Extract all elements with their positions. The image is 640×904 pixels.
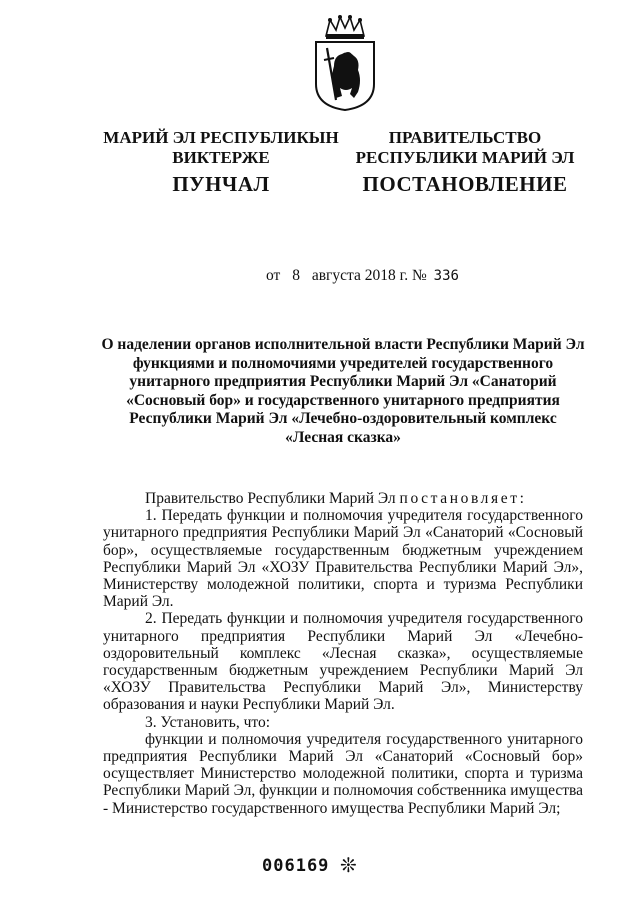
date-prefix: от	[266, 267, 281, 284]
number-sign: №	[411, 267, 427, 284]
body-paragraph-4: функции и полномочия учредителя государственного унитарного предприятия Республики Марий Эл «Санаторий «Сосновый бор» осуществляет Министерство молодежной политики, спорта и туризма Республики Марий Эл, функции и полномочия собственника имущества - Министерство государственного имущества Республики Марий Эл;	[103, 730, 583, 817]
coat-of-arms-emblem	[312, 14, 378, 112]
date-day: 8	[292, 267, 300, 284]
act-type-right: ПОСТАНОВЛЕНИЕ	[362, 172, 568, 196]
footer-mark-icon: ❊	[340, 855, 357, 877]
document-title: О наделении органов исполнительной власти Республики Марий Эл функциями и полномочиями учредителей государственного унитарного предприятия Республики Марий Эл «Санаторий «Сосновый бор» и государственного унитарного предприятия Республики Марий Эл «Лечебно-оздоровительный комплекс «Лесная сказка»	[101, 336, 585, 446]
intro-lead: Правительство Республики Марий Эл	[145, 490, 396, 507]
act-type-left: ПУНЧАЛ	[172, 172, 270, 196]
header-left-line2: ВИКТЕРЖЕ	[172, 148, 270, 167]
body-paragraph-3: 3. Установить, что:	[145, 713, 271, 731]
body-intro	[103, 490, 583, 507]
intro-verb: постановляет:	[399, 490, 527, 507]
header-right-line1: ПРАВИТЕЛЬСТВО	[388, 128, 542, 147]
document-number: 336	[433, 268, 459, 284]
footer-serial-number: 006169	[262, 856, 330, 876]
header-left-line1: МАРИЙ ЭЛ РЕСПУБЛИКЫН	[103, 128, 339, 147]
date-line	[266, 267, 459, 285]
header-left-title	[92, 128, 350, 168]
date-month-year: августа 2018 г.	[311, 267, 409, 284]
body-paragraph-1: 1. Передать функции и полномочия учредителя государственного унитарного предприятия Республики Марий Эл «Санаторий «Сосновый бор», осуществляемые государственным бюджетным учреждением Республики Марий Эл «ХОЗУ Правительства Республики Марий Эл», Министерству молодежной политики, спорта и туризма Республики Марий Эл.	[103, 507, 583, 611]
header-right-line2: РЕСПУБЛИКИ МАРИЙ ЭЛ	[355, 148, 575, 167]
header-right-title	[350, 128, 580, 168]
document-body	[103, 490, 583, 817]
body-paragraph-2: 2. Передать функции и полномочия учредителя государственного унитарного предприятия Республики Марий Эл «Лечебно-оздоровительный комплекс «Лесная сказка», осуществляемые государственным бюджетным учреждением Республики Марий Эл «ХОЗУ Правительства Республики Марий Эл», Министерству образования и науки Республики Марий Эл.	[103, 610, 583, 714]
